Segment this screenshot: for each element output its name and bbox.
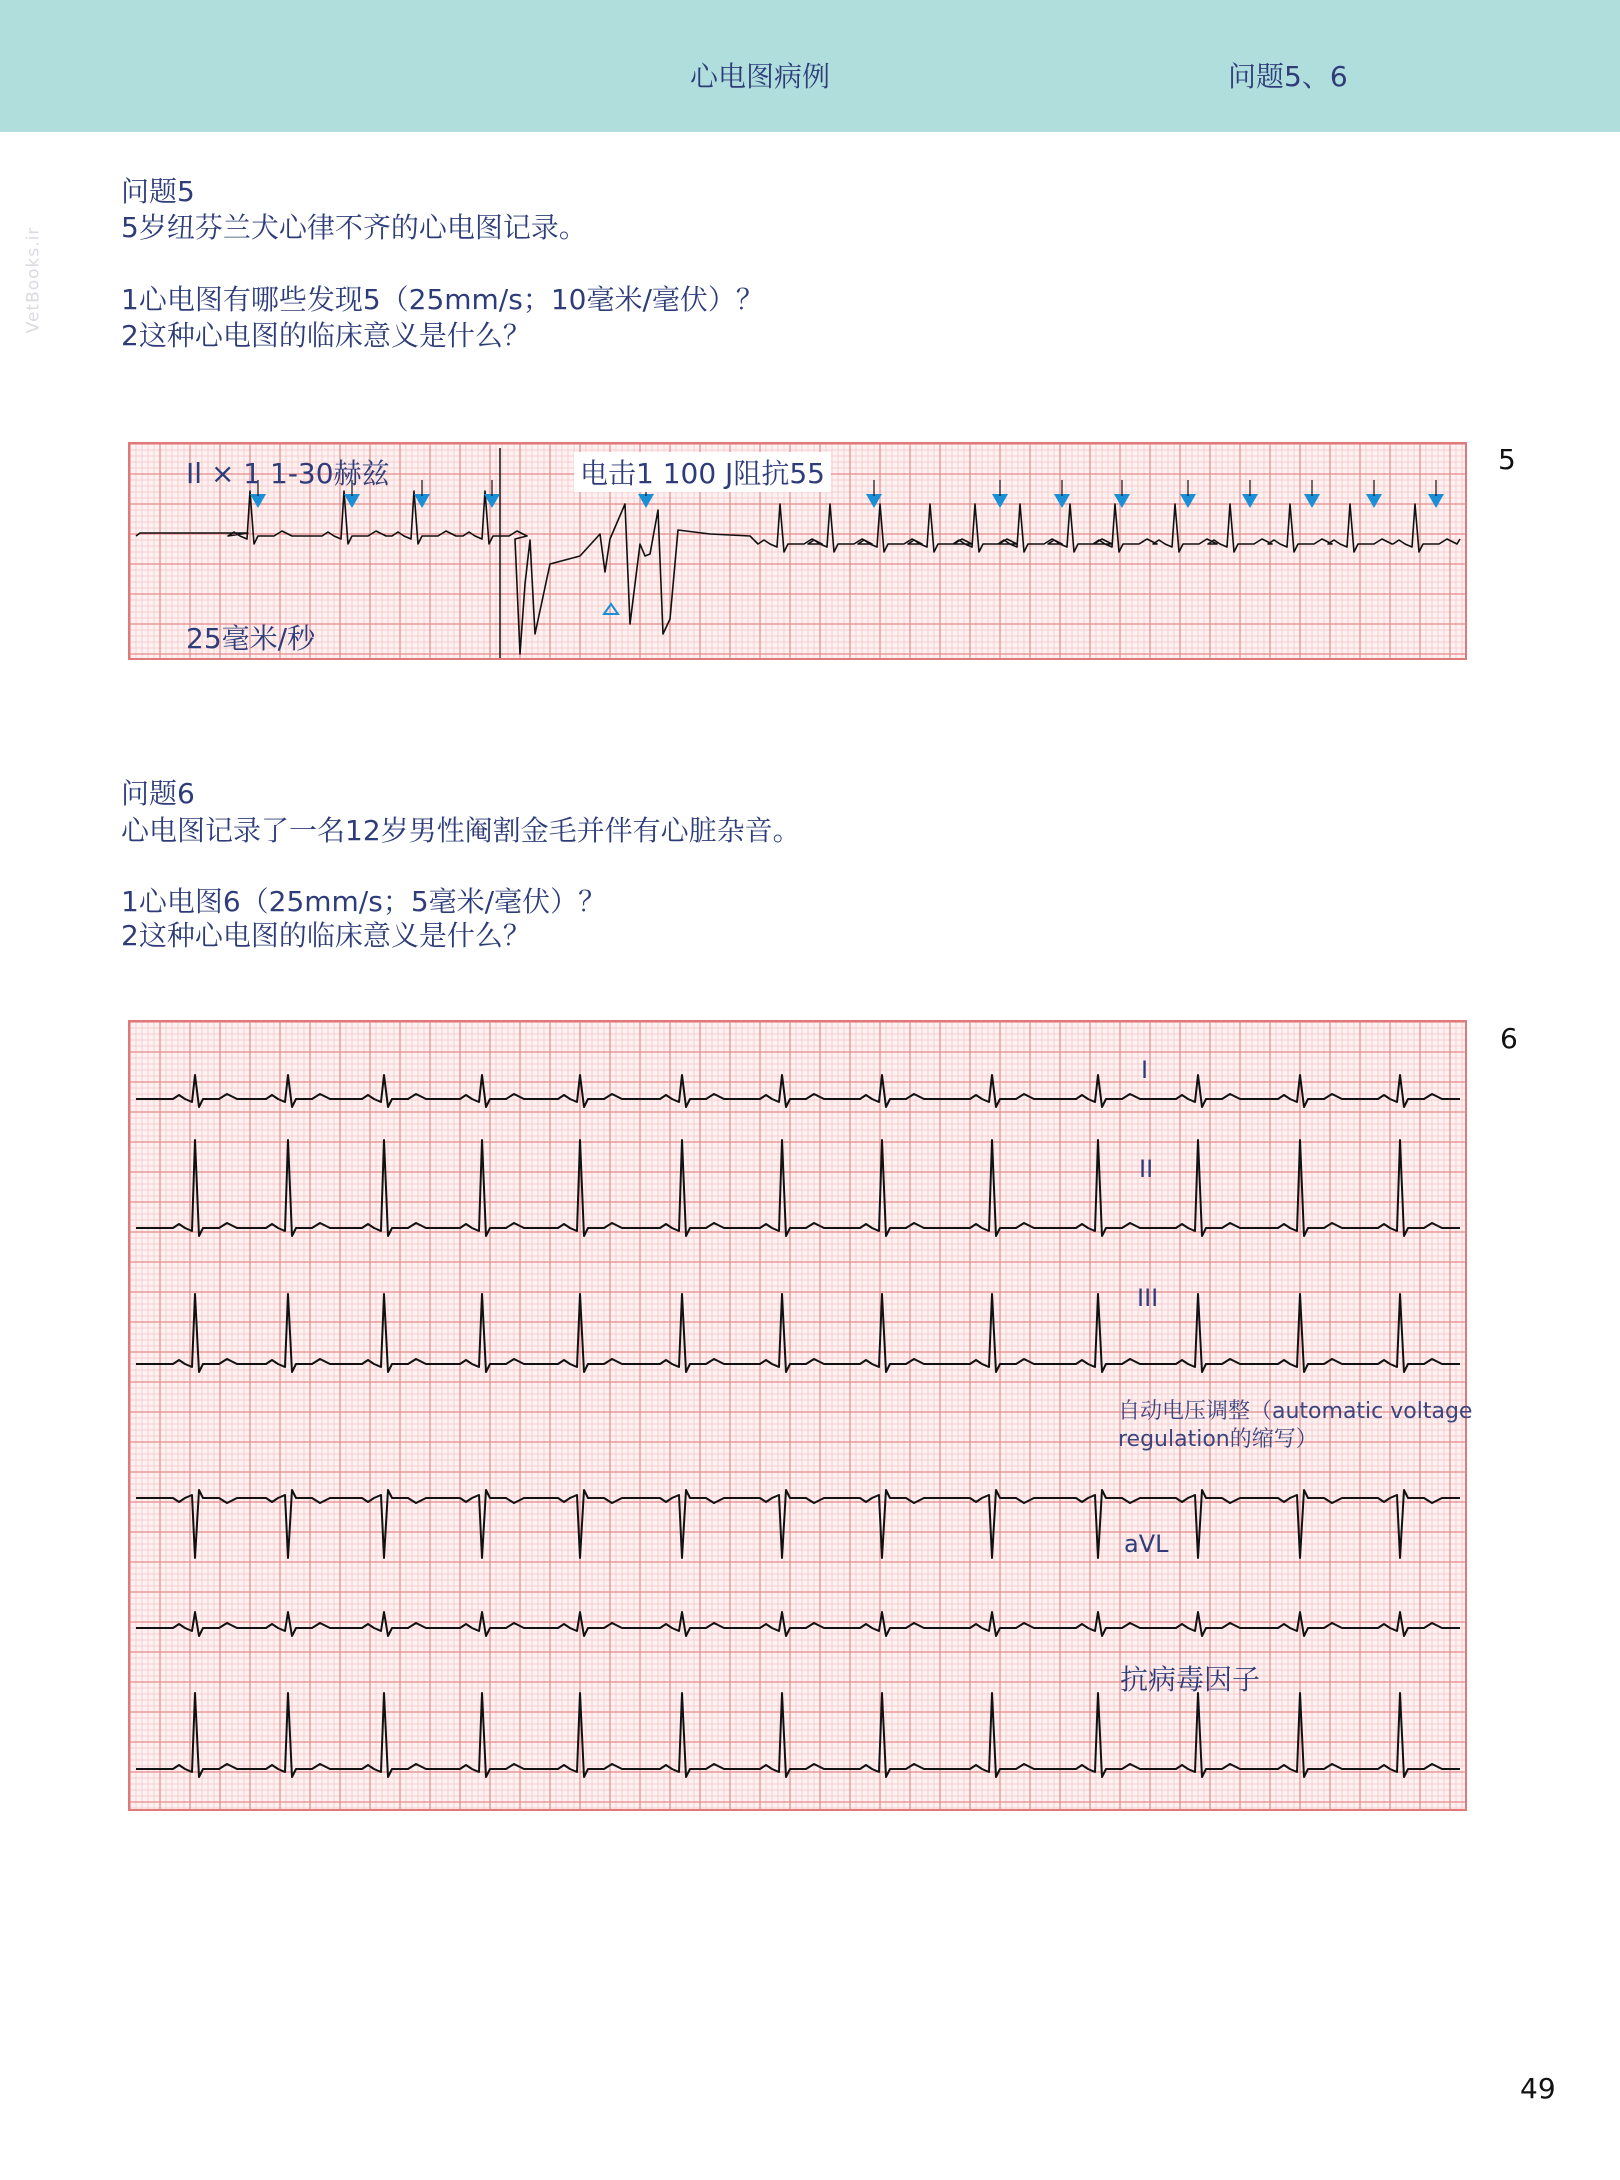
lead-label-aVF: 抗病毒因子 xyxy=(1120,1663,1261,1696)
figure-number-6: 6 xyxy=(1500,1022,1518,1055)
lead-label-III: III xyxy=(1137,1284,1159,1312)
ecg5-speed-label: 25毫米/秒 xyxy=(186,622,316,655)
lead-label-I: I xyxy=(1141,1056,1149,1084)
q6-question-1: 1心电图6（25mm/s；5毫米/毫伏）？ xyxy=(121,885,607,918)
q6-title: 问题6 xyxy=(121,777,195,810)
lead-label-aVL: aVL xyxy=(1124,1530,1169,1558)
ecg5-shock-label: 电击1 100 J阻抗55 xyxy=(574,452,831,492)
ecg5-lead-label: Il × 1 1-30赫兹 xyxy=(186,457,390,490)
q5-description: 5岁纽芬兰犬心律不齐的心电图记录。 xyxy=(121,211,587,244)
q5-question-1: 1心电图有哪些发现5（25mm/s；10毫米/毫伏）？ xyxy=(121,283,764,316)
lead-label-aVR: 自动电压调整（automatic voltage regulation的缩写） xyxy=(1118,1399,1473,1452)
q5-question-2: 2这种心电图的临床意义是什么？ xyxy=(121,319,531,352)
watermark: VetBooks.ir xyxy=(23,226,44,334)
q6-description: 心电图记录了一名12岁男性阉割金毛并伴有心脏杂音。 xyxy=(121,814,801,847)
q6-question-2: 2这种心电图的临床意义是什么？ xyxy=(121,919,531,952)
header-title: 心电图病例 xyxy=(690,60,831,93)
lead-label-II: II xyxy=(1139,1155,1154,1183)
page-header xyxy=(0,0,1620,132)
q5-title: 问题5 xyxy=(121,175,195,208)
figure-number-5: 5 xyxy=(1498,443,1516,476)
page-number: 49 xyxy=(1520,2072,1556,2105)
header-question-range: 问题5、6 xyxy=(1228,60,1348,93)
